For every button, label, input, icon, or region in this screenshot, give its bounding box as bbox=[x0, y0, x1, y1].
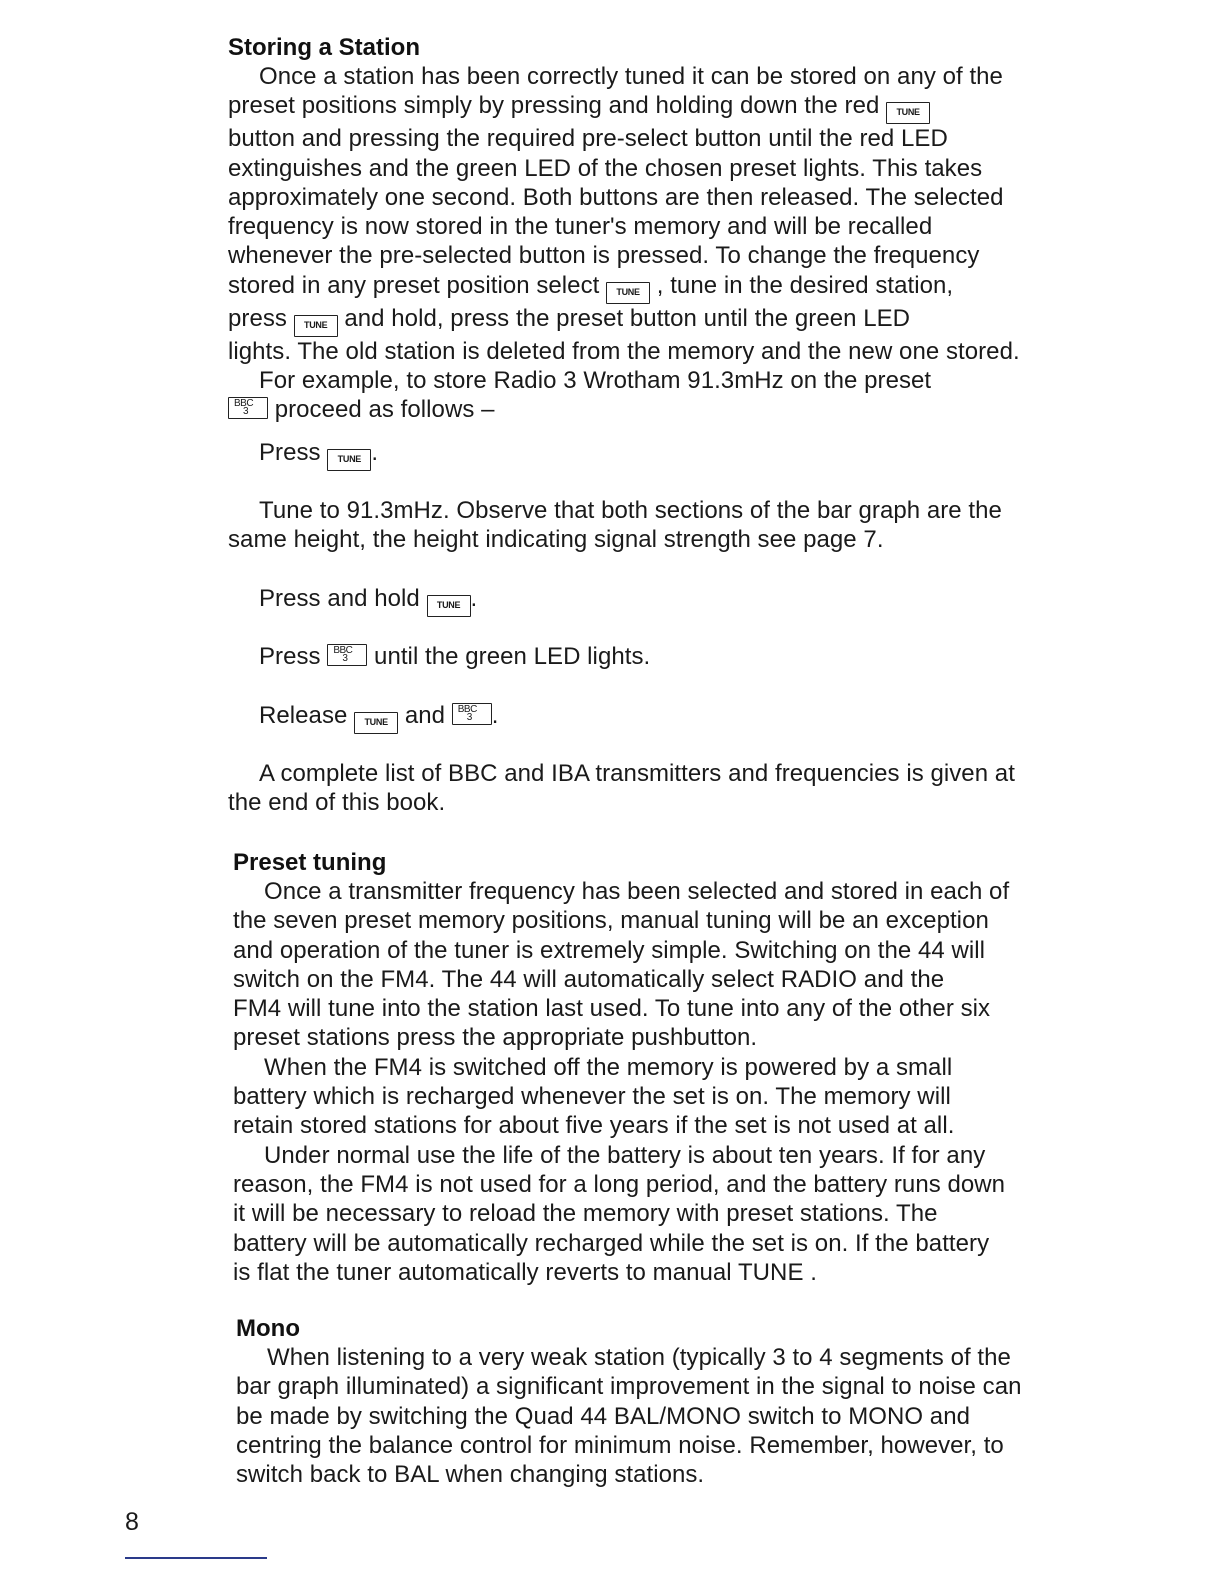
paragraph bbox=[228, 62, 1098, 366]
text-line: is flat the tuner automatically reverts to manual TUNE . bbox=[233, 1258, 817, 1286]
section-mono bbox=[236, 1314, 1106, 1489]
text-line: whenever the pre-selected button is pressed. To change the frequency bbox=[228, 242, 980, 270]
text-line: For example, to store Radio 3 Wrotham 91.3mHz on the preset bbox=[259, 367, 932, 395]
bbc-key-number: 3 bbox=[342, 653, 348, 664]
text-line bbox=[228, 91, 1098, 124]
text-fragment: Release bbox=[259, 702, 348, 729]
bbc-key-number: 3 bbox=[243, 406, 249, 418]
text-fragment: until the green LED lights. bbox=[374, 643, 651, 670]
text-line: Once a transmitter frequency has been selected and stored in each of bbox=[264, 878, 1010, 905]
text-line: preset stations press the appropriate pushbutton. bbox=[233, 1024, 758, 1052]
text-line: retain stored stations for about five years if the set is not used at all. bbox=[233, 1112, 955, 1140]
text-line: battery which is recharged whenever the set is on. The memory will bbox=[233, 1083, 951, 1111]
tune-key-icon: TUNE bbox=[427, 595, 471, 617]
text-fragment: Press bbox=[259, 439, 321, 466]
step-press-bbc3 bbox=[228, 642, 1098, 671]
bbc-key-label: BBC bbox=[333, 645, 353, 656]
bbc-key-number: 3 bbox=[466, 712, 473, 723]
heading-storing-station: Storing a Station bbox=[228, 34, 420, 61]
text-line: extinguishes and the green LED of the chosen preset lights. This takes bbox=[228, 154, 983, 182]
text-fragment: and hold, press the preset button until the green LED bbox=[344, 304, 911, 332]
tune-key-icon: TUNE bbox=[354, 712, 398, 734]
bbc3-key-icon bbox=[327, 644, 367, 666]
text-line bbox=[228, 438, 1098, 471]
text-fragment: press bbox=[228, 304, 287, 332]
text-line: frequency is now stored in the tuner's memory and will be recalled bbox=[228, 213, 933, 241]
bbc3-key-icon bbox=[452, 703, 492, 725]
paragraph bbox=[228, 366, 1098, 425]
page-number: 8 bbox=[125, 1508, 139, 1536]
text-line: centring the balance control for minimum noise. Remember, however, to bbox=[236, 1431, 1004, 1459]
text-line bbox=[228, 395, 1098, 424]
text-line: lights. The old station is deleted from the memory and the new one stored. bbox=[228, 337, 1020, 365]
text-line: be made by switching the Quad 44 BAL/MONO switch to MONO and bbox=[236, 1402, 970, 1430]
text-line: FM4 will tune into the station last used. To tune into any of the other six bbox=[233, 995, 991, 1023]
text-line bbox=[228, 271, 1098, 304]
bbc-key-label: BBC bbox=[234, 398, 254, 410]
text-line: battery will be automatically recharged while the set is on. If the battery bbox=[233, 1229, 990, 1257]
text-line: Tune to 91.3mHz. Observe that both sections of the bar graph are the bbox=[259, 497, 1002, 524]
footer-rule bbox=[125, 1557, 267, 1559]
text-fragment: Press bbox=[259, 643, 321, 670]
heading-mono: Mono bbox=[236, 1315, 300, 1342]
text-fragment: proceed as follows – bbox=[274, 396, 495, 424]
section-storing-station bbox=[228, 33, 1098, 425]
text-fragment: . bbox=[371, 439, 379, 466]
step-tune-frequency bbox=[228, 496, 1098, 555]
paragraph bbox=[233, 877, 1103, 1053]
transmitter-list-note bbox=[228, 759, 1098, 818]
bbc-key-label: BBC bbox=[457, 704, 477, 715]
text-line bbox=[228, 642, 1098, 671]
heading-preset-tuning: Preset tuning bbox=[233, 849, 387, 876]
text-fragment: . bbox=[491, 702, 499, 729]
text-line: Once a station has been correctly tuned it can be stored on any of the bbox=[259, 63, 1003, 90]
text-line: Under normal use the life of the battery is about ten years. If for any bbox=[264, 1141, 986, 1169]
text-line: approximately one second. Both buttons are then released. The selected bbox=[228, 183, 1004, 211]
text-fragment: and bbox=[404, 702, 446, 729]
text-fragment: , tune in the desired station, bbox=[656, 271, 954, 299]
text-line: A complete list of BBC and IBA transmitters and frequencies is given at bbox=[259, 760, 1015, 787]
text-line bbox=[228, 701, 1098, 734]
step-press-tune bbox=[228, 438, 1098, 471]
text-line: When the FM4 is switched off the memory is powered by a small bbox=[264, 1053, 953, 1081]
text-line: and operation of the tuner is extremely simple. Switching on the 44 will bbox=[233, 936, 985, 964]
tune-key-icon: TUNE bbox=[886, 102, 930, 124]
text-fragment: preset positions simply by pressing and holding down the red bbox=[228, 92, 880, 120]
paragraph bbox=[233, 1141, 1103, 1287]
paragraph bbox=[233, 1053, 1103, 1141]
section-preset-tuning bbox=[233, 848, 1103, 1287]
text-line: button and pressing the required pre-select button until the red LED bbox=[228, 125, 948, 153]
text-line: the seven preset memory positions, manual tuning will be an exception bbox=[233, 907, 989, 935]
paragraph bbox=[236, 1343, 1106, 1489]
text-line: switch back to BAL when changing stations. bbox=[236, 1461, 705, 1489]
text-line bbox=[228, 304, 1098, 337]
step-press-hold-tune bbox=[228, 584, 1098, 617]
text-line: bar graph illuminated) a significant improvement in the signal to noise can bbox=[236, 1373, 1022, 1401]
bbc3-key-icon bbox=[228, 397, 268, 419]
step-release bbox=[228, 701, 1098, 734]
tune-key-icon: TUNE bbox=[606, 282, 650, 304]
tune-key-icon: TUNE bbox=[294, 315, 338, 337]
text-fragment: stored in any preset position select bbox=[228, 271, 600, 299]
text-fragment: . bbox=[470, 585, 478, 612]
text-line: When listening to a very weak station (typically 3 to 4 segments of the bbox=[267, 1344, 1011, 1371]
text-line: reason, the FM4 is not used for a long period, and the battery runs down bbox=[233, 1170, 1006, 1198]
tune-key-icon: TUNE bbox=[327, 449, 371, 471]
text-line: the end of this book. bbox=[228, 789, 446, 817]
text-line bbox=[228, 584, 1098, 617]
text-line: same height, the height indicating signal strength see page 7. bbox=[228, 526, 884, 554]
text-fragment: Press and hold bbox=[259, 585, 420, 612]
text-line: it will be necessary to reload the memory with preset stations. The bbox=[233, 1200, 938, 1228]
text-line: switch on the FM4. The 44 will automatically select RADIO and the bbox=[233, 965, 945, 993]
